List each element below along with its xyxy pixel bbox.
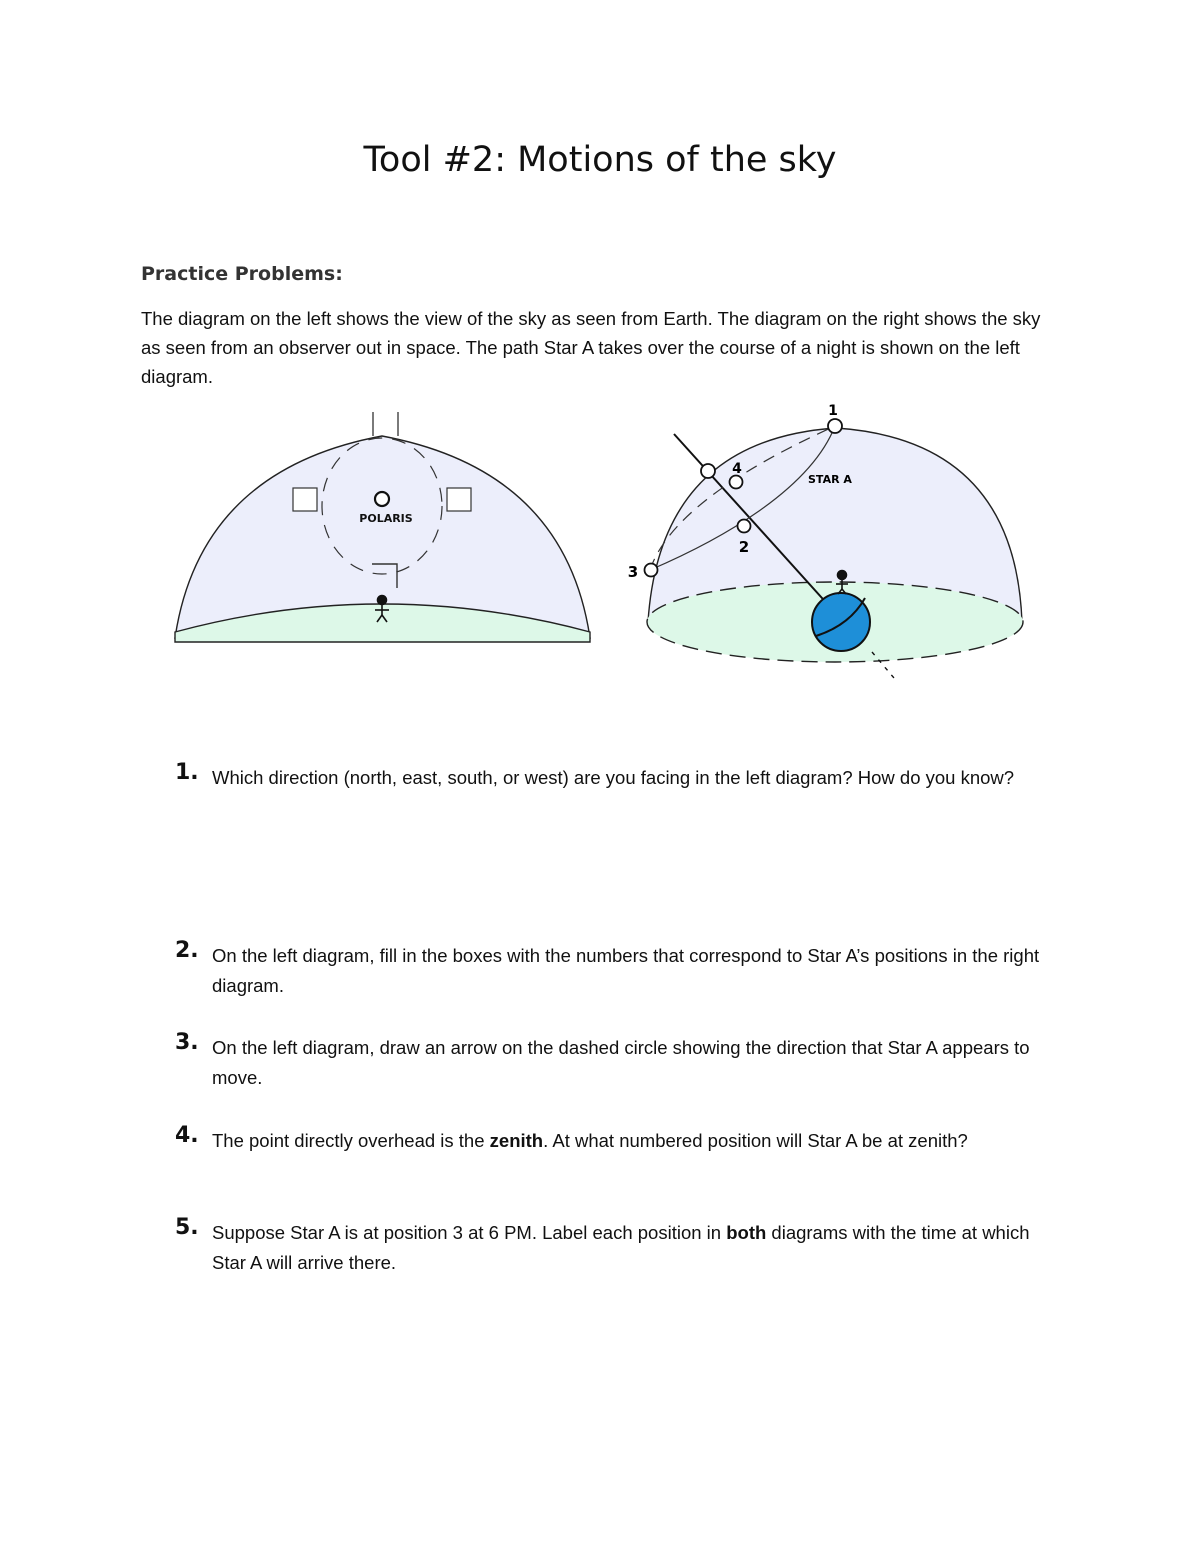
question-text xyxy=(212,1218,1042,1278)
page-title: Tool #2: Motions of the sky xyxy=(363,140,837,180)
question-number: 4. xyxy=(175,1123,199,1148)
question-text xyxy=(212,763,1042,793)
position-label-2: 2 xyxy=(738,538,750,556)
text-run: Suppose Star A is at position 3 at 6 PM. Label each position in xyxy=(212,1222,727,1243)
question-text xyxy=(212,1033,1042,1093)
right-diagram-space-view xyxy=(628,403,1023,678)
text-run: Which direction (north, east, south, or west) are you facing in the left diagram? How do you know? xyxy=(212,767,1015,788)
question-text xyxy=(212,1126,1042,1156)
star-a-position-1 xyxy=(828,419,842,433)
intro-paragraph: The diagram on the left shows the view of the sky as seen from Earth. The diagram on the right shows the sky as seen from an observer out in space. The path Star A takes over the course of a night is shown on the left diagram. xyxy=(141,308,1041,387)
question-number: 3. xyxy=(175,1030,199,1055)
position-label-1: 1 xyxy=(828,403,838,419)
axis-pole-marker xyxy=(701,464,715,478)
answer-box-left[interactable] xyxy=(293,488,317,511)
text-run: On the left diagram, fill in the boxes with the numbers that correspond to Star A’s positions in the right diagram. xyxy=(212,945,1040,996)
question-text xyxy=(212,941,1042,1001)
left-diagram-earth-view xyxy=(175,412,590,642)
position-label-4: 4 xyxy=(732,461,742,477)
polaris-star xyxy=(375,492,389,506)
text-run: . At what numbered position will Star A be at zenith? xyxy=(543,1130,968,1151)
section-heading: Practice Problems: xyxy=(141,263,343,285)
star-a-position-3 xyxy=(645,564,658,577)
sky-diagrams xyxy=(160,400,1040,690)
question-number: 2. xyxy=(175,938,199,963)
position-label-3: 3 xyxy=(627,563,639,581)
question-number: 1. xyxy=(175,760,199,785)
text-run: diagrams with the time at which Star A will arrive there. xyxy=(212,1222,1030,1273)
text-run: On the left diagram, draw an arrow on the dashed circle showing the direction that Star A appears to move. xyxy=(212,1037,1030,1088)
star-a-position-4 xyxy=(730,476,743,489)
emphasis-text: both xyxy=(726,1222,767,1243)
star-a-label: STAR A xyxy=(808,473,852,486)
emphasis-text: zenith xyxy=(489,1130,544,1151)
star-a-position-2 xyxy=(738,520,751,533)
question-number: 5. xyxy=(175,1215,199,1240)
answer-box-right[interactable] xyxy=(447,488,471,511)
polaris-label: POLARIS xyxy=(359,512,413,525)
earth-globe xyxy=(812,593,870,651)
text-run: The point directly overhead is the xyxy=(212,1130,490,1151)
